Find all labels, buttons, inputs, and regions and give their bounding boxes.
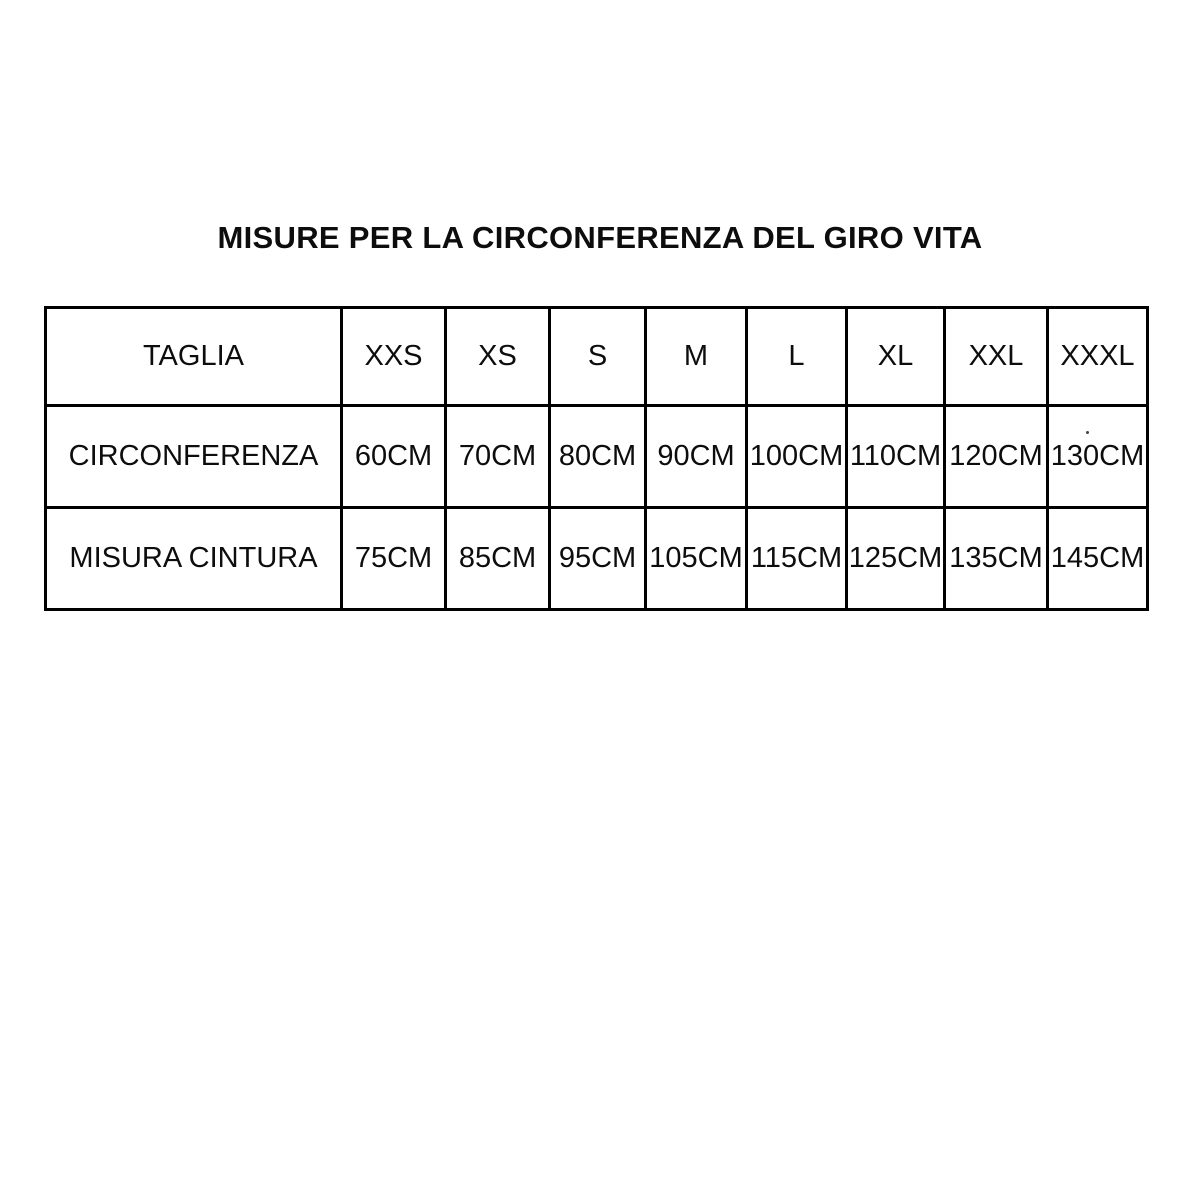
row-label-misura-cintura: MISURA CINTURA: [46, 508, 342, 610]
table-header-row: [46, 308, 1148, 406]
header-cell-size-m: M: [646, 308, 747, 406]
size-chart-table: [44, 306, 1149, 611]
measurement-cell: 80CM: [550, 406, 646, 508]
measurement-cell: 95CM: [550, 508, 646, 610]
header-cell-size-xs: XS: [446, 308, 550, 406]
measurement-cell: 60CM: [342, 406, 446, 508]
header-cell-size-xxl: XXL: [945, 308, 1048, 406]
header-cell-taglia: TAGLIA: [46, 308, 342, 406]
measurement-cell: 110CM: [847, 406, 945, 508]
table-row-misura-cintura: [46, 508, 1148, 610]
header-cell-size-xxs: XXS: [342, 308, 446, 406]
header-cell-size-xl: XL: [847, 308, 945, 406]
row-label-circonferenza: CIRCONFERENZA: [46, 406, 342, 508]
measurement-cell: 100CM: [747, 406, 847, 508]
header-cell-size-l: L: [747, 308, 847, 406]
measurement-cell: 75CM: [342, 508, 446, 610]
measurement-cell: 85CM: [446, 508, 550, 610]
measurement-cell: 70CM: [446, 406, 550, 508]
measurement-cell: 135CM: [945, 508, 1048, 610]
measurement-cell: 115CM: [747, 508, 847, 610]
header-cell-size-xxxl: XXXL: [1048, 308, 1148, 406]
measurement-cell: 145CM: [1048, 508, 1148, 610]
measurement-cell: 120CM: [945, 406, 1048, 508]
header-cell-size-s: S: [550, 308, 646, 406]
measurement-cell: 105CM: [646, 508, 747, 610]
stray-dot-artifact: [1086, 431, 1089, 434]
measurement-cell: 125CM: [847, 508, 945, 610]
page-title: MISURE PER LA CIRCONFERENZA DEL GIRO VITA: [217, 220, 983, 255]
measurement-cell: 130CM: [1048, 406, 1148, 508]
table-row-circonferenza: [46, 406, 1148, 508]
measurement-cell: 90CM: [646, 406, 747, 508]
